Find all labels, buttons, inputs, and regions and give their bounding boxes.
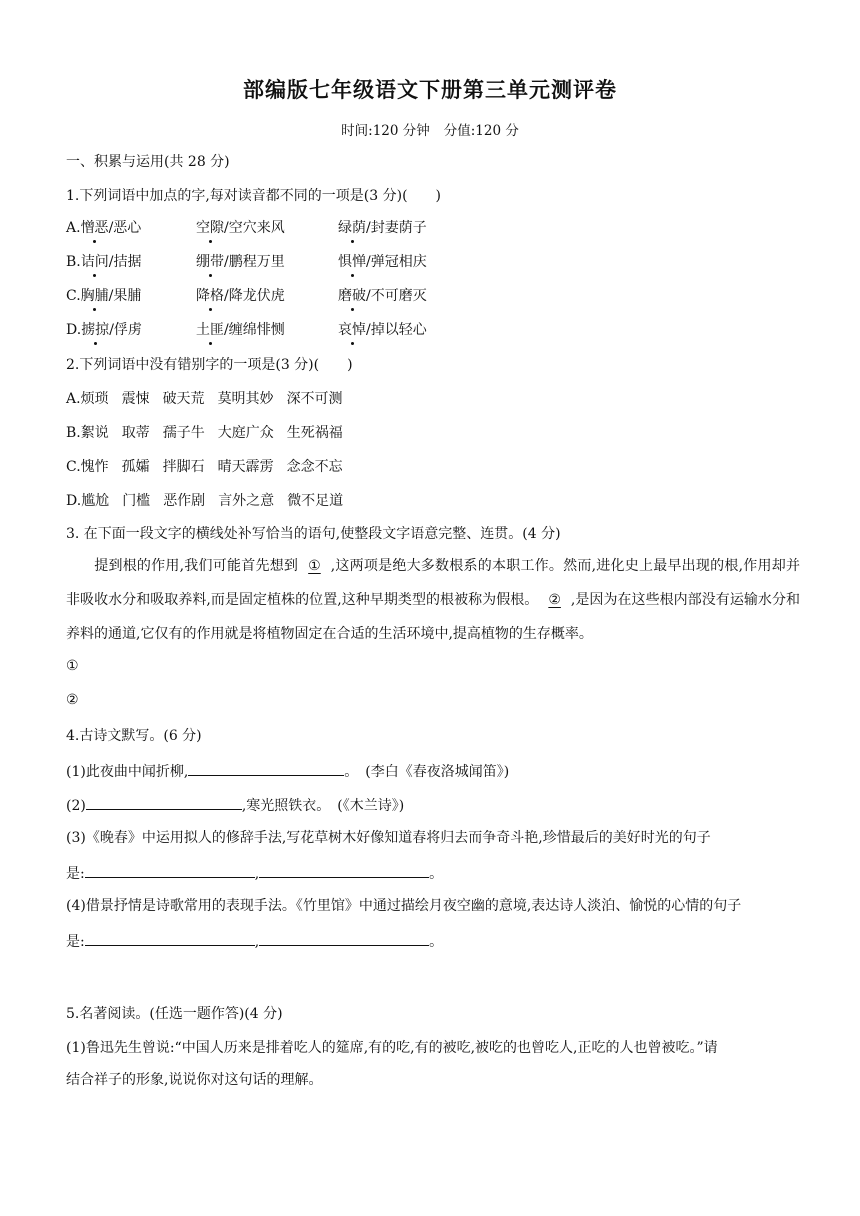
emphasized-word: 绷带 (196, 254, 224, 270)
time-limit: 时间:120 分钟 (341, 123, 430, 139)
q1-word-pair (338, 218, 427, 238)
q3-blank-1: ① (308, 558, 321, 574)
q2-option-row[interactable] (66, 423, 356, 443)
option-label: D. (66, 493, 82, 509)
q3-passage-part3: ,是因为在这些根内部没有运输水分和养料的通道,它仅有的作用就是将植物固定在合适的生活环境中,提高植物的生存概率。 (66, 592, 800, 642)
emphasized-word: 胸脯 (80, 288, 109, 304)
option-label: B. (66, 254, 81, 270)
q1-word-pair (338, 320, 427, 340)
emphasized-word: 降格 (196, 288, 224, 304)
answer-blank[interactable] (85, 862, 255, 878)
q1-word-pair (196, 286, 285, 306)
q1-word-pair (338, 252, 427, 272)
q1-word-pair (196, 218, 285, 238)
q2-word: 絮说 (80, 425, 109, 441)
paired-word: /掉以轻心 (366, 322, 427, 338)
q3-stem: 3. 在下面一段文字的横线处补写恰当的语句,使整段文字语意完整、连贯。(4 分) (66, 526, 561, 542)
paired-word: /俘虏 (109, 322, 142, 338)
paired-word: /降龙伏虎 (224, 288, 285, 304)
paired-word: /封妻荫子 (366, 220, 427, 236)
option-label: B. (66, 425, 81, 441)
q3-blank-2: ② (548, 592, 561, 608)
option-label: C. (66, 459, 81, 475)
q4-stem: 4.古诗文默写。(6 分) (66, 728, 202, 744)
emphasized-word: 磨破 (338, 288, 366, 304)
q4-item-2 (66, 794, 404, 816)
emphasized-word: 惧惮 (338, 254, 366, 270)
q1-word-pair (338, 286, 427, 306)
q4-item-3-end: 。 (429, 866, 444, 882)
q2-word: 愧怍 (80, 459, 109, 475)
answer-blank[interactable] (188, 760, 344, 776)
emphasized-word: 憎恶 (80, 220, 109, 236)
q3-passage-part2: ,这两项是绝大多数根系的本职工作。然而,进化史上最早出现的根,作用却并非吸收水分和吸取养料,而是固定植株的位置,这种早期类型的根被称为假根。 (66, 558, 800, 608)
q2-word: 莫明其妙 (217, 391, 274, 407)
emphasized-word: 诘问 (80, 254, 109, 270)
q1-word-pair (66, 286, 141, 306)
q2-word: 取蒂 (121, 425, 150, 441)
q2-word: 大庭广众 (217, 425, 274, 441)
q4-item-1 (66, 760, 509, 782)
answer-blank[interactable] (259, 930, 429, 946)
q2-word: 尴尬 (81, 493, 110, 509)
q4-item-4-answer (66, 930, 443, 952)
q3-passage-part1: 提到根的作用,我们可能首先想到 (94, 558, 299, 574)
q4-item-4-comma: , (254, 934, 260, 950)
paired-word: /不可磨灭 (366, 288, 427, 304)
option-label: A. (66, 220, 81, 236)
paired-word: /弹冠相庆 (366, 254, 427, 270)
q2-word: 孤孀 (121, 459, 150, 475)
q4-item-1-suffix: 。 (李白《春夜洛城闻笛》) (344, 764, 510, 780)
q2-option-row[interactable] (66, 389, 356, 409)
q2-word: 生死祸福 (286, 425, 343, 441)
q1-word-pair (196, 320, 285, 340)
paired-word: /缠绵悱恻 (224, 322, 285, 338)
q5-item-1-line1: (1)鲁迅先生曾说:“中国人历来是排着吃人的筵席,有的吃,有的被吃,被吃的也曾吃人,正吃的人也曾被吃。”请 (66, 1040, 718, 1056)
q4-item-2-suffix: ,寒光照铁衣。 (《木兰诗》) (241, 798, 405, 814)
q1-stem: 1.下列词语中加点的字,每对读音都不同的一项是(3 分)( ) (66, 188, 442, 204)
q4-item-3-comma: , (254, 866, 260, 882)
q1-word-pair (66, 252, 141, 272)
q4-item-3-prefix: 是: (66, 866, 85, 882)
answer-blank[interactable] (85, 930, 255, 946)
q4-item-2-prefix: (2) (66, 798, 86, 814)
q1-word-pair (66, 218, 141, 238)
q2-word: 深不可测 (286, 391, 343, 407)
paired-word: /鹏程万里 (224, 254, 285, 270)
q3-answer-1: ① (66, 658, 79, 674)
q4-item-3-answer (66, 862, 443, 884)
q5-item-1-line2: 结合祥子的形象,说说你对这句话的理解。 (66, 1072, 323, 1088)
q3-passage (66, 549, 800, 651)
q5-stem: 5.名著阅读。(任选一题作答)(4 分) (66, 1006, 283, 1022)
q2-word: 孺子牛 (162, 425, 205, 441)
paired-word: /恶心 (108, 220, 142, 236)
answer-blank[interactable] (259, 862, 429, 878)
q2-word: 晴天霹雳 (217, 459, 274, 475)
paired-word: /果脯 (108, 288, 142, 304)
q2-option-row[interactable] (66, 491, 356, 511)
section-heading: 一、积累与运用(共 28 分) (66, 154, 230, 170)
total-score: 分值:120 分 (443, 123, 519, 139)
option-label: A. (66, 391, 81, 407)
q2-word: 微不足道 (287, 493, 344, 509)
q2-word: 念念不忘 (286, 459, 343, 475)
q2-word: 言外之意 (218, 493, 275, 509)
paired-word: /拮据 (108, 254, 142, 270)
q4-item-3-prompt: (3)《晚春》中运用拟人的修辞手法,写花草树木好像知道春将归去而争奇斗艳,珍惜最后的美好时光的句子 (66, 830, 711, 846)
page-title: 部编版七年级语文下册第三单元测评卷 (243, 78, 617, 102)
emphasized-word: 掳掠 (81, 322, 110, 338)
q2-option-row[interactable] (66, 457, 356, 477)
q4-item-4-end: 。 (429, 934, 444, 950)
emphasized-word: 绿荫 (338, 220, 366, 236)
q2-word: 震悚 (121, 391, 150, 407)
q4-item-1-prefix: (1)此夜曲中闻折柳, (66, 764, 189, 780)
q1-word-pair (66, 320, 142, 340)
q2-stem: 2.下列词语中没有错别字的一项是(3 分)( ) (66, 357, 353, 373)
exam-meta (0, 119, 860, 139)
q1-word-pair (196, 252, 285, 272)
option-label: C. (66, 288, 81, 304)
q2-word: 恶作剧 (163, 493, 206, 509)
answer-blank[interactable] (86, 794, 242, 810)
emphasized-word: 空隙 (196, 220, 224, 236)
q2-word: 门槛 (122, 493, 151, 509)
paired-word: /空穴来风 (224, 220, 285, 236)
q2-word: 烦琐 (80, 391, 109, 407)
q2-word: 拌脚石 (162, 459, 205, 475)
emphasized-word: 哀悼 (338, 322, 366, 338)
q2-word: 破天荒 (162, 391, 205, 407)
option-label: D. (66, 322, 82, 338)
q4-item-4-prefix: 是: (66, 934, 85, 950)
q3-answer-2: ② (66, 692, 79, 708)
emphasized-word: 土匪 (196, 322, 224, 338)
q4-item-4-prompt: (4)借景抒情是诗歌常用的表现手法。《竹里馆》中通过描绘月夜空幽的意境,表达诗人淡泊、愉悦的心情的句子 (66, 898, 742, 914)
